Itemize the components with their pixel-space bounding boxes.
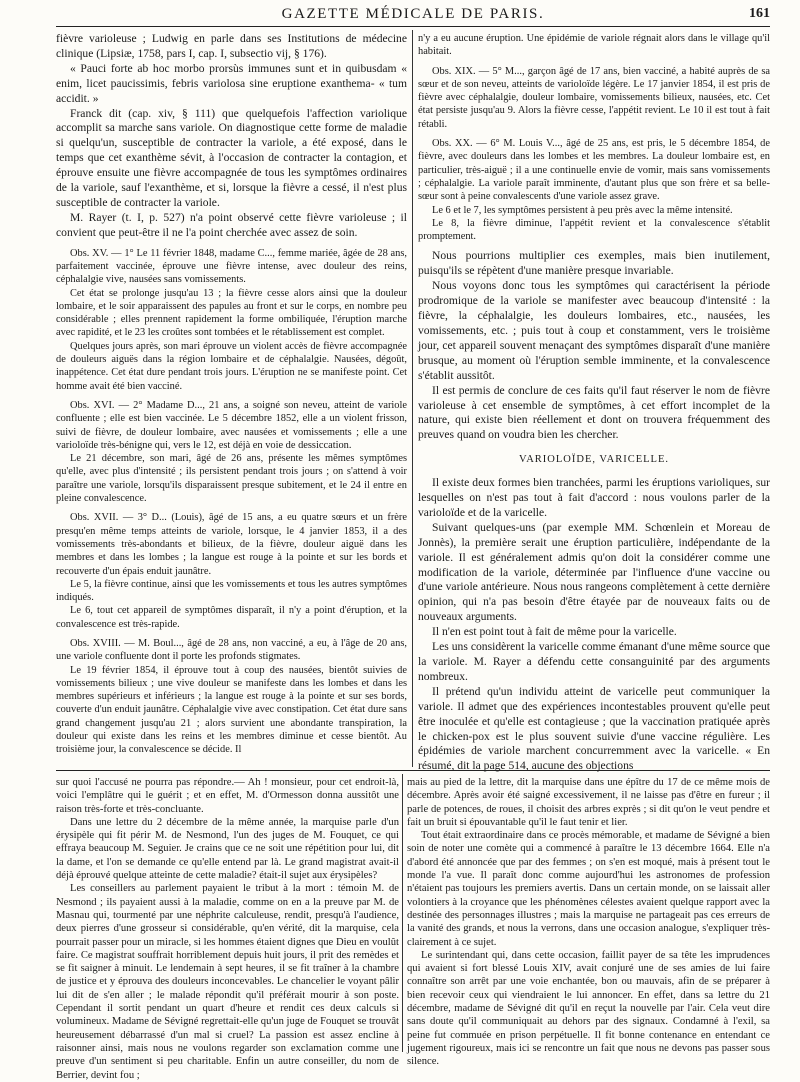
column-divider-bottom [402, 774, 403, 1052]
paragraph: Le surintendant qui, dans cette occasion, faillit payer de sa tête les imprudences qui avaient si fort blessé Louis XIV, avait conjuré une de ses amies de lui faire connaître son arrêt par une voie enchantée, bon ou mauvais, afin de se préparer à bien recevoir ceux qui viendraient le lui annoncer. En effet, dans sa lettre du 21 décembre, madame de Sévigné dit qu'il en reçut la nouvelle par l'air. Cela veut dire sans doute qu'il communiquait au dehors par des signaux. Condamné à l'exil, sa peine fut commuée en prison perpétuelle. Il fit bonne contenance en entendant ce jugement rigoureux, mais ici se rencontre un fait que nous ne devons pas passer sous silence. [407, 949, 770, 1068]
observation-xv: Obs. XV. — 1° Le 11 février 1848, madame C..., femme mariée, âgée de 28 ans, parfaitement vaccinée, éprouve une fièvre intense, avec douleur des reins, céphalalgie vive, nausées sans vomissements. [56, 247, 407, 286]
paragraph: Nous voyons donc tous les symptômes qui caractérisent la période prodromique de la variole se manifester avec beaucoup d'intensité : la fièvre, la céphalalgie, les douleurs lombaires, etc., nausées, les vomissements, etc. ; puis tout à coup et constamment, vers le troisième jour, cet appareil souvent menaçant des symptômes disparaît d'une manière brusque, au moment où l'éruption semble imminente, et la convalescence s'établit aussitôt. [418, 279, 770, 382]
paragraph: Le 6 et le 7, les symptômes persistent à peu près avec la même intensité. [432, 204, 733, 216]
paragraph: fièvre varioleuse ; Ludwig en parle dans ses Institutions de médecine clinique (Lipsiæ, 1758, pars I, cap. I, subsectio vij, § 176). [56, 32, 407, 60]
column-right-top [418, 32, 770, 773]
quotation-paragraph: « Pauci forte ab hoc morbo prorsùs immunes sunt et in quibusdam « enim, licet paucissimis, febris variolosa sine eruptione exanthema- « tum accidit. » [56, 61, 407, 105]
paragraph: Il est permis de conclure de ces faits qu'il faut réserver le nom de fièvre varioleuse à cet ensemble de symptômes, à cet effort incomplet de la nature, qui existe bien réellement et dont on trouvera fréquemment des preuves quand on voudra bien les chercher. [418, 383, 770, 442]
paragraph: Dans une lettre du 2 décembre de la même année, la marquise parle d'un érysipèle qui fit périr M. de Nesmond, l'un des juges de M. Fouquet, ce qui effraya beaucoup M. Seguier. Je crains que ce ne soit une répétition pour lui, dit la dame, et l'on se demande ce qu'elle entend par là. Le grand magistrat avait-il déjà éprouvé quelque atteinte de cette maladie? était-il sujet aux érysipèles? [56, 816, 399, 882]
observation-xvii: Obs. XVII. — 3° D... (Louis), âgé de 15 ans, a eu quatre sœurs et un frère presqu'en même temps atteints de variole, lorsque, le 4 janvier 1853, il a des vomissements très-abondants et bilieux, de la fièvre, douleur aiguë dans les membres et dans les lombes ; la langue est rouge à la pointe et sur les bords et recouverte d'un épais enduit jaunâtre. [56, 512, 407, 577]
paragraph: Il n'en est point tout à fait de même pour la varicelle. [432, 625, 677, 639]
feuilleton-divider [56, 770, 770, 771]
paragraph: Le 5, la fièvre continue, ainsi que les vomissements et tous les autres symptômes indiqués. [56, 578, 407, 604]
paragraph: Suivant quelques-uns (par exemple MM. Schœnlein et Moreau de Jonnès), la première serait une éruption particulière, indépendante de la variole. Il est généralement admis qu'on doit la considérer comme une modification de la variole, déterminée par l'influence d'une vaccine ou d'une variole antérieure. Nous nous rangeons complètement à cette dernière opinion, qui n'a pas besoin d'être étayée par de nouveaux faits ou de nouveaux arguments. [418, 520, 770, 624]
observation-xviii: Obs. XVIII. — M. Boul..., âgé de 28 ans, non vacciné, a eu, à l'âge de 20 ans, une variole confluente dont il porte les profonds stigmates. [56, 638, 407, 663]
paragraph: Nous pourrions multiplier ces exemples, mais bien inutilement, puisqu'ils se répètent d'une manière presque invariable. [418, 249, 770, 278]
paragraph: Le 21 décembre, son mari, âgé de 26 ans, présente les mêmes symptômes qu'elle, avec plus d'intensité ; ils persistent pendant trois jours ; on s'attend à voir paraître une variole, lorsqu'ils disparaissent presque subitement, et le 24 il entre en pleine convalescence. [56, 453, 407, 505]
column-right-bottom [407, 776, 770, 1068]
paragraph: Quelques jours après, son mari éprouve un violent accès de fièvre accompagnée de douleurs aiguës dans la région lombaire et de céphalalgie. Nausées, dégoût, inappétence. Cet état dure pendant trois jours. L'éruption ne se manifeste point. Cet homme avait été bien vacciné. [56, 340, 407, 392]
paragraph: n'y a eu aucune éruption. Une épidémie de variole régnait alors dans le village qu'il habitait. [418, 33, 770, 58]
column-divider-top [412, 30, 413, 767]
section-heading: VARIOLOÏDE, VARICELLE. [518, 454, 670, 466]
paragraph: Tout était extraordinaire dans ce procès mémorable, et madame de Sévigné a bien soin de noter une comète qui a commencé à paraître le 13 décembre 1664. Elle n'a d'abord été annoncée que par des femmes ; on s'en est moqué, mais à présent tout le monde l'a vue. Il paraît donc comme aujourd'hui les astronomes de profession n'étaient pas toujours les premiers avertis. Dans un certain monde, on se laissait aller volontiers à la croyance que les phénomènes célestes avaient quelque rapport avec la destinée des personnages illustres ; mais la marquise ne partageait pas ces erreurs de la vanité des grands, et nous la verrons, dans une occasion analogue, s'expliquer très-clairement à ce sujet. [407, 830, 770, 948]
paragraph: Il prétend qu'un individu atteint de varicelle peut communiquer la variole. Il admet que des expériences incontestables prouvent qu'elle peut être inoculée et qu'elle est contagieuse ; que la vaccination pratiquée après le chicken-pox est le plus souvent suivie d'une vaccine régulière. Les épidémies de variole marchent concurremment avec la varicelle. « En résumé, dit la page 514, aucune des objections [418, 684, 770, 773]
paragraph: sur quoi l'accusé ne pourra pas répondre.— Ah ! monsieur, pour cet endroit-là, voici l'emplâtre qui le guérit ; et en effet, M. d'Ormesson donna aussitôt une raison très-forte et très-concluante. [56, 777, 399, 815]
paragraph: Le 8, la fièvre diminue, l'appétit revient et la convalescence s'établit promptement. [418, 217, 770, 243]
paragraph: Les conseillers au parlement payaient le tribut à la mort : témoin M. de Nesmond ; ils payaient aussi à la maladie, comme on en a la preuve par M. de Masnau qui, tourmenté par une néphrite calculeuse, rendit, presqu'à l'audience, deux pierres d'une grosseur si considérable, qu'en vérité, dit la marquise, cela pourrait passer pour un miracle, si les hommes étaient dignes que Dieu en voulût faire. Ce magistrat souffrait horriblement depuis huit jours, il prit des remèdes et se fit saigner à minuit. Le lendemain à sept heures, il se fit traîner à la chambre de justice et y éprouva des douleurs inconcevables. Le chancelier le voyant pâlir lui dit de s'en aller ; le malade répondit qu'il préférait mourir à son poste. Cependant il sortit pendant un quart d'heure et rendit ces deux calculs si volumineux. Madame de Sévigné regrettait-elle qu'un juge de Fouquet se trouvât heureusement débarrassé d'un mal si cruel? La passion est assez encline à raisonner ainsi, mais nous ne voulons regarder son exclamation comme une preuve d'un sentiment si peu charitable. Enfin un autre conseiller, du nom de Berrier, devint fou ; [56, 883, 399, 1081]
paragraph: M. Rayer (t. I, p. 527) n'a point observé cette fièvre varioleuse ; il convient que peut-être il ne l'a point cherchée avec assez de soin. [56, 210, 407, 239]
column-left-top [56, 32, 407, 767]
observation-xix: Obs. XIX. — 5° M..., garçon âgé de 17 ans, bien vacciné, a habité auprès de sa sœur et de son neveu, atteints de varioloïde légère. Le 17 janvier 1854, il est pris de fièvre avec céphalalgie, douleur lombaire, vomissements bilieux, nausées, etc. Cet état persiste jusqu'au 9. Alors la fièvre cesse, l'appétit revient. Le 10 il est tout à fait rétabli. [418, 65, 770, 130]
page-number: 161 [749, 6, 770, 21]
paragraph: Franck dit (cap. xiv, § 111) que quelquefois l'affection variolique accomplit sa marche sans variole. On diagnostique cette forme de maladie si quelqu'un, susceptible de contracter la variole, a été exposé, dans le temps que cet exanthème sévit, à l'occasion de contracter la contagion, et éprouve ensuite une fièvre accompagnée de tous les symptômes ordinaires de la variole, sauf l'exanthème, et si, lorsque la fièvre a cessé, il n'est plus susceptible de contracter la variole. [56, 106, 407, 209]
paragraph: Cet état se prolonge jusqu'au 13 ; la fièvre cesse alors ainsi que la douleur lombaire, et le soir apparaissent des papules au front et sur le corps, en nombre peu considérable ; elles prennent rapidement la forme ombiliquée, l'éruption marche avec rapidité, et le 23 les croûtes sont tombées et le rétablissement est complet. [56, 287, 407, 339]
paragraph: Le 19 février 1854, il éprouve tout à coup des nausées, bientôt suivies de vomissements bilieux ; une vive douleur se manifeste dans les lombes et dans les membres supérieurs et inférieurs ; la langue est rouge à la pointe et sur ses bords, couverte d'un enduit jaunâtre. Céphalalgie vive avec constipation. Cet état dure sans grand changement jusqu'au 21 ; alors survient une abondante transpiration, la douleur qui existe dans les reins et les membres diminue et cesse bientôt. Au troisième jour, la convalescence se décide. Il [56, 664, 407, 756]
publication-title: GAZETTE MÉDICALE DE PARIS. [281, 6, 545, 22]
paragraph: Les uns considèrent la varicelle comme émanant d'une même source que la variole. M. Rayer a défendu cette consanguinité par des arguments nombreux. [418, 640, 770, 683]
observation-xvi: Obs. XVI. — 2° Madame D..., 21 ans, a soigné son neveu, atteint de variole confluente ; elle est bien vaccinée. Le 5 décembre 1852, elle a un violent frisson, suivi de fièvre, de douleur lombaire, avec nausées et vomissements ; elle a une varioloïde très-bénigne qui, vers le 12, est déjà en voie de dessiccation. [56, 399, 407, 451]
column-left-bottom [56, 776, 399, 1081]
paragraph: Il existe deux formes bien tranchées, parmi les éruptions varioliques, sur lesquelles on n'est pas tout à fait d'accord : nous voulons parler de la varioloïde et de la varicelle. [418, 476, 770, 519]
page-header [56, 4, 770, 27]
observation-xx: Obs. XX. — 6° M. Louis V..., âgé de 25 ans, est pris, le 5 décembre 1854, de fièvre, avec douleurs dans les lombes et les membres. La douleur lombaire est, en particulier, très-aiguë ; il a une continuelle envie de vomir, mais sans vomissements ; céphalalgie. La variole paraît imminente, d'autant plus que son frère et sa belle-sœur sont à peine convalescents d'une variole assez grave. [418, 138, 770, 203]
paragraph: Le 6, tout cet appareil de symptômes disparaît, il n'y a point d'éruption, et la convalescence est très-rapide. [56, 605, 407, 630]
paragraph: mais au pied de la lettre, dit la marquise dans une épître du 17 de ce même mois de décembre. Après avoir été saigné excessivement, il ne laisse pas d'être en fureur ; il parle de potences, de roues, il choisit des arbres exprès ; si dit qu'on le veut pendre et fait un bruit si épouvantable qu'il le faut tenir et lier. [407, 777, 770, 828]
